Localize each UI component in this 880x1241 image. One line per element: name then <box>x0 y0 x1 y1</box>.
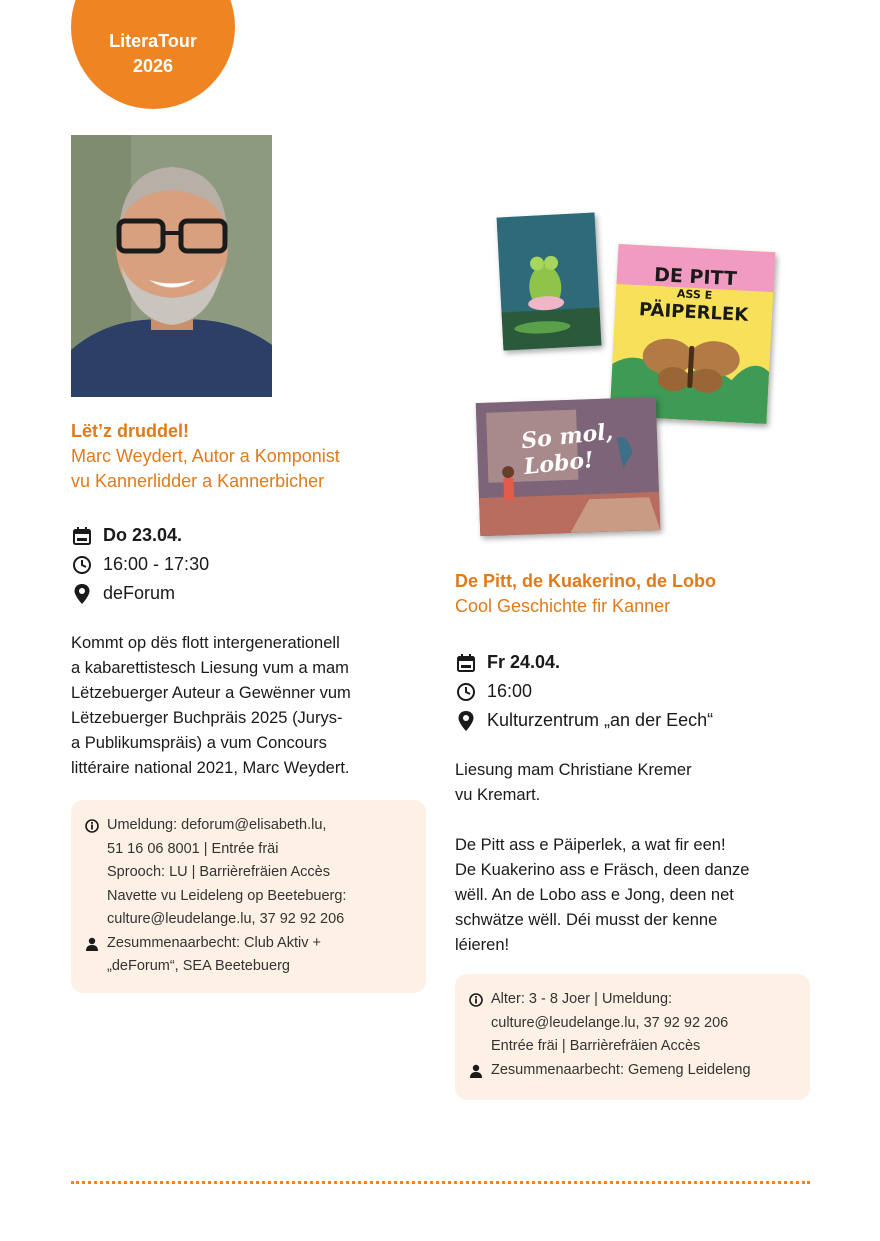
event2-date-row <box>455 648 810 677</box>
clock-icon <box>71 554 93 576</box>
location-pin-icon <box>455 710 477 732</box>
event1-info-partner <box>85 932 414 979</box>
event2-subtitle: Cool Geschichte fir Kanner <box>455 596 671 616</box>
event1-heading <box>71 419 426 494</box>
event1-location: deForum <box>103 583 176 603</box>
event1-desc-line: Kommt op dës flott intergenerationell <box>71 634 340 652</box>
event2-info-line: Alter: 3 - 8 Joer | Umeldung: <box>491 991 673 1007</box>
event2-heading <box>455 569 810 619</box>
event1-info-registration <box>85 814 414 932</box>
event2-info-line: Entrée fräi | Barrièrefräien Accès <box>491 1038 701 1054</box>
badge-year: 2026 <box>132 56 174 76</box>
event1-time: 16:00 - 17:30 <box>103 554 210 574</box>
event1-info-line: Umeldung: deforum@elisabeth.lu, <box>107 817 327 833</box>
event1-partner-line: Zesummenaarbecht: Club Aktiv + <box>107 934 321 951</box>
event2-time: 16:00 <box>487 681 533 701</box>
event1-meta <box>71 521 426 608</box>
event1-info-line: culture@leudelange.lu, 37 92 92 206 <box>107 911 345 927</box>
event2-location-row <box>455 706 810 735</box>
event2-title: De Pitt, de Kuakerino, de Lobo <box>455 571 717 591</box>
event1-info-line: Sprooch: LU | Barrièrefräien Accès <box>107 864 330 880</box>
event2-desc-line: vu Kremart. <box>455 786 541 804</box>
pitt-cover-title-1: DE PITT <box>653 263 738 291</box>
event1-desc-line: littéraire national 2021, Marc Weydert. <box>71 759 350 777</box>
event1-desc-line: Lëtzebuerger Buchpräis 2025 (Jurys- <box>71 709 343 727</box>
book-cover-kuakerino <box>497 213 602 351</box>
event2-info-partner <box>469 1059 798 1087</box>
event2-desc-line: schwätze wëll. Déi musst der kenne <box>455 911 718 929</box>
event2-location: Kulturzentrum „an der Eech“ <box>487 710 714 730</box>
event2-info-registration <box>469 988 798 1059</box>
footer-divider <box>71 1181 810 1184</box>
event1-title: Lët’z druddel! <box>71 421 189 441</box>
event2-time-row <box>455 677 810 706</box>
event2-partner-line: Zesummenaarbecht: Gemeng Leideleng <box>491 1061 751 1078</box>
location-pin-icon <box>71 583 93 605</box>
event2-date: Fr 24.04. <box>487 652 561 672</box>
event2-info-line: culture@leudelange.lu, 37 92 92 206 <box>491 1014 729 1031</box>
event1-description <box>71 631 426 781</box>
event1-location-row <box>71 579 426 608</box>
pitt-cover-title-2: ASS E <box>676 287 713 302</box>
event2-desc-line: De Kuakerino ass e Fräsch, deen danze <box>455 861 750 879</box>
info-icon <box>85 814 101 932</box>
book-cover-lobo <box>476 397 661 536</box>
event1-info-line: 51 16 06 8001 | Entrée fräi <box>107 840 279 857</box>
event1-date: Do 23.04. <box>103 525 183 545</box>
event2-desc-line: Liesung mam Christiane Kremer <box>455 761 692 779</box>
event2-desc-line: léieren! <box>455 936 510 954</box>
calendar-icon <box>71 525 93 547</box>
event1-info-box <box>71 800 426 993</box>
event1-subtitle-line2: vu Kannerlidder a Kannerbicher <box>71 471 325 491</box>
person-icon <box>85 932 101 979</box>
lobo-cover-title: So mol, Lobo! <box>519 418 615 481</box>
event1-desc-line: Lëtzebuerger Auteur a Gewënner vum <box>71 684 351 702</box>
pitt-cover-title-3: PÄIPERLEK <box>638 299 749 326</box>
calendar-icon <box>455 652 477 674</box>
event1-desc-line: a kabarettistesch Liesung vum a mam <box>71 659 349 677</box>
event1-partner-line: „deForum“, SEA Beetebuerg <box>107 958 290 974</box>
info-icon <box>469 988 485 1059</box>
event2-meta <box>455 648 810 735</box>
person-icon <box>469 1059 485 1087</box>
badge-title: LiteraTour <box>109 31 197 51</box>
event2-desc-line: wëll. An de Lobo ass e Jong, deen net <box>455 886 734 904</box>
literatour-badge <box>71 0 235 109</box>
event1-info-line: Navette vu Leideleng op Beetebuerg: <box>107 887 347 904</box>
event1-time-row <box>71 550 426 579</box>
event1-subtitle-line1: Marc Weydert, Autor a Komponist <box>71 446 340 466</box>
event2-description <box>455 758 810 958</box>
event2-info-box <box>455 974 810 1100</box>
event1-desc-line: a Publikumspräis) a vum Concours <box>71 734 327 752</box>
author-photo <box>71 135 272 397</box>
clock-icon <box>455 681 477 703</box>
event1-date-row <box>71 521 426 550</box>
event2-desc-line: De Pitt ass e Päiperlek, a wat fir een! <box>455 836 726 854</box>
